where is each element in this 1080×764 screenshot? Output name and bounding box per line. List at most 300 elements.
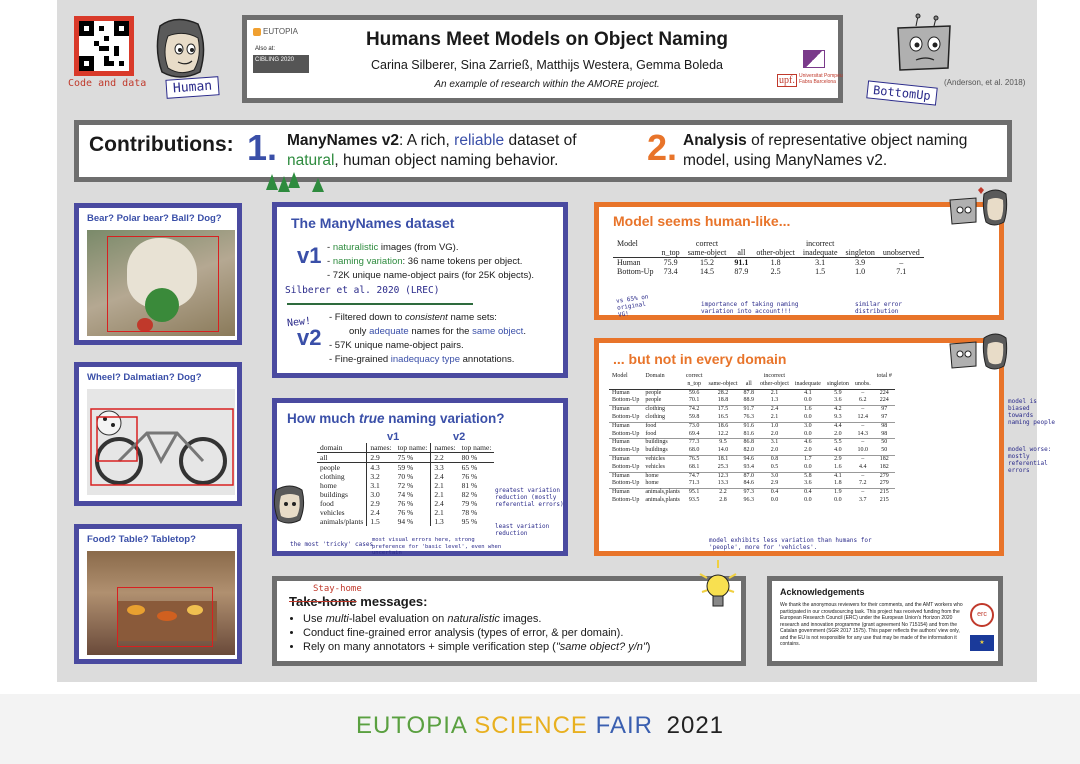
note-similar: similar error distribution [855, 301, 902, 315]
qr-code[interactable] [74, 16, 134, 76]
new-label: New! [286, 315, 312, 330]
model-box [594, 202, 1004, 320]
domain-cell: 12.3 [717, 472, 729, 479]
domain-cell: 98 [881, 422, 888, 429]
variation-cell: 81 % [461, 481, 478, 490]
variation-row [317, 463, 494, 473]
domain-cell: Human [612, 389, 630, 396]
v1-line-3: - 72K unique name-object pairs (for 25K objects). [327, 270, 534, 281]
trees-icon [266, 172, 326, 196]
eutopia-logo [253, 27, 298, 36]
footer-eutopia: EUTOPIA [355, 712, 467, 739]
dataset-box [272, 202, 568, 378]
v2-lines [329, 311, 526, 367]
domain-cell: 59.8 [688, 413, 700, 420]
domain-row [609, 464, 895, 472]
domain-cell: 3.6 [804, 480, 812, 487]
image-caption-food: Food? Table? Tabletop? [87, 534, 196, 545]
domain-cell: 3.1 [770, 439, 779, 446]
variation-cell: 76 % [397, 508, 414, 517]
footer-science: SCIENCE [474, 712, 588, 739]
variation-row [317, 508, 494, 517]
domain-cell: animals,plants [645, 489, 680, 496]
domain-cell: 2.8 [719, 496, 727, 503]
model-cell: 1.0 [855, 267, 866, 276]
eu-flag-icon: ★ [970, 635, 994, 651]
variation-cell: 3.2 [367, 472, 395, 481]
domain-cell: 86.8 [743, 439, 754, 446]
domain-cell: 1.6 [804, 406, 812, 413]
domain-cell: 1.7 [804, 455, 812, 462]
model-cell: 3.1 [815, 258, 826, 267]
variation-cell: 95 % [461, 517, 478, 526]
domain-cell: 182 [879, 463, 889, 470]
domain-cell: 0.4 [804, 489, 812, 496]
model-table-header-top: Model correct incorrect [617, 239, 835, 248]
anderson-citation: (Anderson, et al. 2018) [944, 78, 1026, 87]
model-cell: 73.4 [663, 267, 678, 276]
model-cell: 15.2 [700, 258, 715, 267]
v2-line-2: only adequate names for the same object. [349, 326, 526, 337]
domain-cell: 88.9 [743, 397, 754, 404]
domain-cell: 0.0 [804, 397, 812, 404]
domain-cell: 1.9 [834, 489, 842, 496]
variation-cell: 82 % [461, 490, 478, 499]
image-caption-bike: Wheel? Dalmatian? Dog? [87, 372, 202, 383]
messages-title: Take-home messages: [289, 594, 428, 609]
divider-line [287, 303, 473, 305]
domain-cell: 2.0 [770, 430, 779, 437]
domain-cell: 97 [881, 413, 888, 420]
dataset-title: The ManyNames dataset [291, 215, 455, 231]
variation-cell: buildings [320, 490, 348, 499]
v1-line-2: - naming variation: 36 name tokens per object. [327, 256, 523, 267]
domain-cell: buildings [645, 447, 668, 454]
stay-home-label: Stay-home [313, 584, 362, 594]
cibling-logo [253, 55, 309, 73]
domain-row [609, 397, 895, 405]
domain-row [609, 489, 895, 497]
variation-cell: 70 % [397, 472, 414, 481]
variation-cell: 2.4 [367, 508, 395, 517]
contribution-2-number: 2. [647, 127, 678, 168]
message-2: • Conduct fine-grained error analysis (types of error, & per domain). [303, 627, 650, 639]
poster-title: Humans Meet Models on Object Naming [365, 29, 729, 50]
contributions-label: Contributions: [89, 133, 234, 156]
footer-year: 2021 [666, 712, 725, 739]
domain-box [594, 338, 1004, 556]
domain-cell: 224 [879, 389, 889, 396]
domain-cell: – [861, 422, 865, 429]
domain-row [609, 447, 895, 455]
domain-cell: 91.6 [743, 422, 754, 429]
domain-row [609, 406, 895, 414]
bottomup-sign: BottomUp [866, 80, 937, 105]
domain-table-header: n_top same-object all other-object inadequate singleton unobs. [609, 381, 895, 389]
domain-cell: 96.3 [743, 496, 754, 503]
qr-label: Code and data [68, 78, 147, 89]
domain-cell: 2.0 [804, 447, 812, 454]
domain-cell: 84.6 [743, 480, 754, 487]
ack-text: We thank the anonymous reviewers for their comments, and the AMT workers who participated in our crowdsourcing task. This project has received funding from the European Research Council (ERC) under the European Union's Horizon 2020 research and innovation programme (grant agreement No 715154) and from the Catalan government (SGR 2017 1575). This paper reflects the authors' view only, and the EU is not responsible for any use that may be made of the information it contains. [780, 602, 963, 647]
domain-cell: 9.3 [834, 413, 842, 420]
domain-row [609, 422, 895, 430]
v1-line-1: - naturalistic images (from VG). [327, 242, 459, 253]
variation-cell: 80 % [461, 453, 478, 462]
footer-fair: FAIR [595, 712, 653, 739]
domain-cell: 2.0 [834, 430, 842, 437]
model-cell: – [899, 258, 904, 267]
domain-cell: 91.7 [743, 406, 754, 413]
eutopia-logo-text: EUTOPIA [263, 27, 298, 36]
variation-cell: 72 % [397, 481, 414, 490]
domain-cell: Bottom-Up [612, 397, 640, 404]
model-cell: 7.1 [896, 267, 907, 276]
domain-cell: 0.4 [770, 489, 779, 496]
domain-cell: 1.0 [770, 422, 779, 429]
variation-cell: 74 % [397, 490, 414, 499]
domain-cell: home [645, 480, 659, 487]
domain-cell: animals,plants [645, 496, 680, 503]
model-cell: 2.5 [770, 267, 781, 276]
variation-v2-header: v2 [453, 431, 466, 443]
domain-cell: 0.0 [804, 430, 812, 437]
domain-cell: 1.8 [834, 480, 842, 487]
qr-icon [79, 21, 129, 71]
variation-cell: 3.3 [431, 463, 459, 473]
model-table-header: n_top same-object all other-object inadequate singleton unobserved [613, 248, 924, 258]
domain-table-header-top: Model Domain correct incorrect total # [612, 373, 892, 379]
domain-cell: 18.6 [717, 422, 729, 429]
domain-cell: 5.8 [804, 472, 812, 479]
domain-cell: Human [612, 422, 630, 429]
domain-cell: 215 [879, 489, 889, 496]
domain-cell: 215 [879, 496, 889, 503]
domain-cell: 0.0 [770, 496, 779, 503]
domain-cell: 87.0 [743, 472, 754, 479]
variation-cell: 2.4 [431, 472, 459, 481]
domain-cell: 6.2 [859, 397, 867, 404]
domain-cell: 279 [879, 480, 889, 487]
variation-cell: 1.3 [431, 517, 459, 526]
variation-cell: 78 % [461, 508, 478, 517]
domain-cell: 2.4 [770, 406, 779, 413]
model-cell: 14.5 [700, 267, 715, 276]
domain-cell: 10.0 [857, 447, 869, 454]
variation-cell: 76 % [461, 472, 478, 481]
domain-cell: 93.4 [743, 463, 754, 470]
subtitle: An example of research within the AMORE project. [434, 79, 660, 90]
upf-text: upf. [779, 75, 795, 86]
domain-row [609, 480, 895, 488]
domain-row [609, 389, 895, 397]
domain-cell: 77.3 [688, 439, 700, 446]
image-card-bike [74, 362, 242, 506]
domain-cell: – [861, 406, 865, 413]
domain-cell: Human [612, 472, 630, 479]
domain-cell: 25.3 [717, 463, 729, 470]
domain-cell: 17.5 [717, 406, 729, 413]
variation-cell: animals/plants [320, 517, 364, 526]
variation-row [317, 517, 494, 526]
model-table [613, 239, 924, 276]
variation-cell: 2.2 [431, 453, 459, 463]
variation-cell: 3.1 [367, 481, 395, 490]
domain-cell: 0.0 [804, 496, 812, 503]
domain-cell: 68.1 [688, 463, 700, 470]
domain-cell: 18.8 [717, 397, 729, 404]
domain-cell: 3.0 [770, 472, 779, 479]
image-card-bear [74, 203, 242, 345]
model-title: Model seems human-like... [613, 213, 791, 229]
domain-cell: food [645, 422, 657, 429]
variation-row [317, 472, 494, 481]
domain-cell: 279 [879, 472, 889, 479]
variation-cell: clothing [320, 472, 345, 481]
variation-cell: 2.1 [431, 481, 459, 490]
ack-box [767, 576, 1003, 666]
domain-cell: – [861, 472, 865, 479]
note-importance: importance of taking naming variation into account!!! [701, 301, 799, 315]
variation-table [317, 443, 494, 526]
variation-cell: 2.1 [431, 508, 459, 517]
domain-cell: 0.0 [804, 463, 812, 470]
domain-cell: 76.3 [743, 413, 754, 420]
domain-cell: 4.2 [834, 406, 842, 413]
domain-row [609, 455, 895, 463]
domain-cell: 2.1 [770, 413, 779, 420]
domain-cell: – [861, 439, 865, 446]
domain-cell: Bottom-Up [612, 413, 640, 420]
domain-cell: 16.5 [717, 413, 729, 420]
model-cell: 1.8 [770, 258, 781, 267]
note-biased: model is biased towards naming people [1008, 398, 1055, 426]
model-cell: Bottom-Up [617, 267, 654, 276]
domain-cell: 12.2 [717, 430, 729, 437]
domain-cell: 224 [879, 397, 889, 404]
domain-cell: 9.5 [719, 439, 727, 446]
domain-cell: 69.4 [688, 430, 700, 437]
domain-cell: 4.1 [834, 472, 842, 479]
note-greatest: greatest variation reduction (mostly referential errors) [495, 487, 564, 508]
variation-row [317, 490, 494, 499]
variation-row [317, 481, 494, 490]
messages-box [272, 576, 746, 666]
domain-cell: 76.5 [688, 455, 700, 462]
domain-cell: 93.5 [688, 496, 700, 503]
domain-cell: 13.3 [717, 480, 729, 487]
domain-cell: 18.1 [717, 455, 729, 462]
upf-name: Universitat Pompeu Fabra Barcelona [799, 73, 843, 85]
domain-cell: Bottom-Up [612, 447, 640, 454]
domain-cell: 68.0 [688, 447, 700, 454]
domain-cell: 1.3 [770, 397, 779, 404]
messages-list [303, 613, 650, 655]
domain-cell: 2.0 [770, 447, 779, 454]
domain-cell: 81.6 [743, 430, 754, 437]
contribution-1-text: ManyNames v2: A rich, reliable dataset of natural, human object naming behavior. [287, 132, 577, 169]
bear-image [87, 230, 235, 336]
contribution-2-text: Analysis of representative object naming model, using ManyNames v2. [683, 132, 968, 169]
also-at: Also at: [255, 46, 276, 52]
model-row [613, 258, 924, 268]
note-vs: vs 65% on original VG! [615, 293, 649, 319]
domain-cell: 3.6 [834, 397, 842, 404]
human-robot-pair-icon-2 [946, 332, 1012, 376]
v2-label: v2 [297, 325, 322, 350]
food-image [87, 551, 235, 655]
domain-cell: buildings [645, 439, 668, 446]
domain-cell: 74.2 [688, 406, 700, 413]
domain-cell: Bottom-Up [612, 430, 640, 437]
variation-cell: 2.1 [431, 490, 459, 499]
note-tricky: the most 'tricky' cases [290, 541, 374, 548]
variation-cell: 75 % [397, 453, 414, 462]
domain-cell: – [861, 455, 865, 462]
domain-cell: clothing [645, 406, 666, 413]
model-cell: Human [617, 258, 641, 267]
domain-cell: 2.1 [770, 389, 779, 396]
variation-cell: 3.0 [367, 490, 395, 499]
model-cell: 91.1 [734, 258, 749, 267]
footer-title [0, 712, 1080, 740]
domain-row [609, 431, 895, 439]
domain-cell: 28.2 [717, 389, 729, 396]
variation-cell: 2.9 [367, 499, 395, 508]
variation-v1-header: v1 [387, 431, 400, 443]
domain-cell: 2.9 [834, 455, 842, 462]
message-3: • Rely on many annotators + simple verification step ("same object? y/n") [303, 641, 650, 653]
variation-row [317, 453, 494, 463]
image-card-food [74, 524, 242, 664]
domain-cell: home [645, 472, 659, 479]
domain-cell: Bottom-Up [612, 480, 640, 487]
domain-cell: 0.0 [834, 496, 842, 503]
variation-cell: 65 % [461, 463, 478, 472]
domain-cell: 5.5 [834, 439, 842, 446]
domain-cell: 0.8 [770, 455, 779, 462]
human-robot-pair-icon [946, 186, 1012, 232]
domain-cell: 4.1 [804, 389, 812, 396]
domain-cell: – [861, 489, 865, 496]
domain-row [609, 497, 895, 505]
cibling-text: CIBLING 2020 [255, 57, 295, 63]
domain-cell: 3.0 [804, 422, 812, 429]
domain-cell: 12.4 [857, 413, 869, 420]
domain-cell: 2.9 [770, 480, 779, 487]
variation-cell: 59 % [397, 463, 414, 472]
erc-logo [970, 603, 994, 627]
domain-cell: Bottom-Up [612, 463, 640, 470]
domain-cell: vehicles [645, 463, 666, 470]
ack-title: Acknowledgements [780, 587, 865, 597]
v2-line-4: - Fine-grained inadequacy type annotations. [329, 354, 515, 365]
variation-cell: 2.4 [431, 499, 459, 508]
variation-cell: people [320, 463, 340, 472]
domain-cell: 4.4 [859, 463, 867, 470]
domain-cell: Human [612, 489, 630, 496]
image-caption-bear: Bear? Polar bear? Ball? Dog? [87, 213, 222, 224]
domain-cell: 95.1 [688, 489, 700, 496]
domain-cell: 14.3 [857, 430, 869, 437]
v1-label: v1 [297, 243, 322, 268]
domain-row [609, 414, 895, 422]
variation-table-header: domain names: top name: names: top name: [317, 443, 494, 453]
note-less: model exhibits less variation than humans for 'people', more for 'vehicles'. [709, 537, 872, 551]
domain-cell: 4.4 [834, 422, 842, 429]
domain-title: ... but not in every domain [613, 351, 787, 367]
domain-cell: vehicles [645, 455, 666, 462]
contribution-1-number: 1. [247, 127, 278, 168]
model-row [613, 267, 924, 276]
domain-row [609, 439, 895, 447]
domain-cell: 70.1 [688, 397, 700, 404]
domain-cell: 0.0 [804, 413, 812, 420]
domain-cell: 4.6 [804, 439, 812, 446]
note-errors: most visual errors here, strong preference for 'basic level', even when uncertain [372, 537, 502, 556]
contributions-box [74, 120, 1012, 182]
domain-cell: 94.6 [743, 455, 754, 462]
variation-cell: 76 % [397, 499, 414, 508]
domain-row [609, 472, 895, 480]
variation-cell: vehicles [320, 508, 345, 517]
domain-cell: Human [612, 455, 630, 462]
domain-cell: 73.0 [688, 422, 700, 429]
domain-cell: 2.2 [719, 489, 727, 496]
domain-cell: 87.8 [743, 389, 754, 396]
domain-cell: 82.0 [743, 447, 754, 454]
domain-cell: 71.3 [688, 480, 700, 487]
small-human-icon [272, 484, 308, 528]
variation-box [272, 398, 568, 556]
v2-line-1: - Filtered down to consistent name sets: [329, 312, 497, 323]
variation-cell: 4.3 [367, 463, 395, 473]
variation-cell: 2.9 [367, 453, 395, 463]
authors: Carina Silberer, Sina Zarrieß, Matthijs Westera, Gemma Boleda [371, 58, 723, 72]
domain-cell: 4.0 [834, 447, 842, 454]
domain-cell: 59.6 [688, 389, 700, 396]
domain-cell: Human [612, 439, 630, 446]
lightbulb-icon [698, 560, 738, 616]
variation-cell: home [320, 481, 337, 490]
domain-cell: Bottom-Up [612, 496, 640, 503]
note-least: least variation reduction [495, 523, 550, 537]
domain-cell: – [861, 389, 865, 396]
variation-cell: 1.5 [367, 517, 395, 526]
domain-cell: people [645, 389, 662, 396]
domain-cell: clothing [645, 413, 666, 420]
domain-cell: 50 [881, 447, 888, 454]
domain-cell: 14.0 [717, 447, 729, 454]
domain-cell: 97.3 [743, 489, 754, 496]
eutopia-logo-icon [253, 28, 261, 36]
domain-cell: 182 [879, 455, 889, 462]
domain-cell: food [645, 430, 657, 437]
variation-title: How much true naming variation? [287, 411, 505, 426]
upf-logo [777, 75, 797, 86]
message-1: • Use multi-label evaluation on naturalistic images. [303, 613, 650, 625]
variation-cell: 94 % [397, 517, 414, 526]
variation-cell: all [320, 453, 328, 462]
domain-cell: 5.9 [834, 389, 842, 396]
domain-cell: 1.6 [834, 463, 842, 470]
variation-cell: food [320, 499, 334, 508]
domain-cell: 3.7 [859, 496, 867, 503]
domain-cell: 7.2 [859, 480, 867, 487]
variation-row [317, 499, 494, 508]
note-worse: model worse: mostly referential errors [1008, 446, 1052, 474]
model-cell: 75.9 [663, 258, 678, 267]
